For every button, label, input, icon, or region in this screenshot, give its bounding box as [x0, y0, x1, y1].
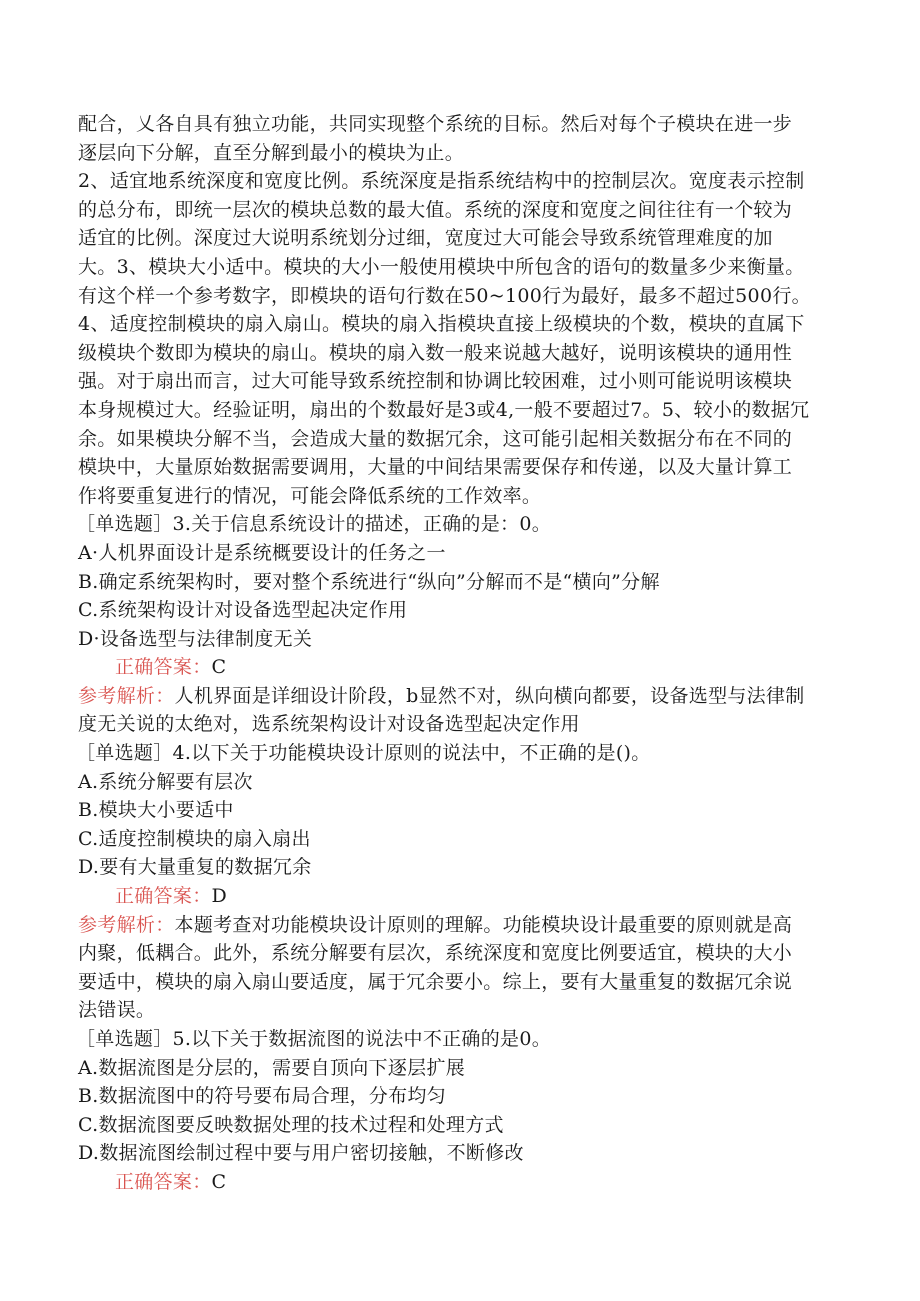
q4-analysis-line: 内聚，低耦合。此外，系统分解要有层次，系统深度和宽度比例要适宜，模块的大小	[78, 942, 793, 965]
intro-line: 适宜的比例。深度过大说明系统划分过细，宽度过大可能会导致系统管理难度的加	[78, 227, 773, 250]
q4-answer-value: D	[211, 885, 228, 908]
q3-option-c: C.系统架构设计对设备选型起决定作用	[78, 599, 408, 622]
q4-option-d: D.要有大量重复的数据冗余	[78, 856, 312, 879]
intro-line: 大。3、模块大小适中。模块的大小一般使用模块中所包含的语句的数量多少来衡量。	[78, 255, 805, 278]
q5-option-b: B.数据流图中的符号要布局合理，分布均匀	[78, 1085, 447, 1108]
intro-line: 4、适度控制模块的扇入扇山。模块的扇入指模块直接上级模块的个数，模块的直属下	[78, 313, 805, 336]
q3-option-b: B.确定系统架构时，要对整个系统进行“纵向”分解而不是“横向”分解	[78, 570, 660, 593]
q5-answer-value: C	[211, 1170, 227, 1193]
q4-option-b: B.模块大小要适中	[78, 799, 234, 822]
q5-answer	[78, 1168, 848, 1197]
q4-option-c: C.适度控制模块的扇入扇出	[78, 827, 311, 850]
intro-line: 有这个样一个参考数字，即模块的语句行数在50~100行为最好，最多不超过500行。	[78, 284, 811, 307]
q3-analysis-line: 度无关说的太绝对，选系统架构设计对设备选型起决定作用	[78, 713, 580, 736]
intro-line: 强。对于扇出而言，过大可能导致系统控制和协调比较困难，过小则可能说明该模块	[78, 370, 793, 393]
q4-analysis-text: 本题考查对功能模块设计原则的理解。功能模块设计最重要的原则就是高	[174, 913, 793, 936]
intro-line: 作将要重复进行的情况，可能会降低系统的工作效率。	[78, 484, 542, 507]
intro-line: 级模块个数即为模块的扇山。模块的扇入数一般来说越大越好，说明该模块的通用性	[78, 341, 793, 364]
intro-line: 逐层向下分解，直至分解到最小的模块为止。	[78, 141, 465, 164]
q4-analysis	[78, 911, 848, 940]
intro-line: 模块中，大量原始数据需要调用，大量的中间结果需要保存和传递，以及大量计算工	[78, 456, 793, 479]
q3-option-a: A·人机界面设计是系统概要设计的任务之一	[78, 541, 446, 564]
q3-answer-label: 正确答案：	[115, 656, 212, 679]
document-page	[78, 110, 848, 1197]
q3-analysis-text: 人机界面是详细设计阶段，b显然不对，纵向横向都要，设备选型与法律制	[174, 684, 805, 707]
q3-option-d: D·设备选型与法律制度无关	[78, 627, 313, 650]
q4-analysis-line: 要适中，模块的扇入扇山要适度，属于冗余要小。综上，要有大量重复的数据冗余说	[78, 970, 793, 993]
q3-analysis-label: 参考解析：	[78, 684, 175, 707]
q4-answer	[78, 882, 848, 911]
q3-answer	[78, 653, 848, 682]
q4-answer-label: 正确答案：	[115, 885, 212, 908]
intro-line: 余。如果模块分解不当，会造成大量的数据冗余，这可能引起相关数据分布在不同的	[78, 427, 793, 450]
q5-option-d: D.数据流图绘制过程中要与用户密切接触，不断修改	[78, 1142, 524, 1165]
intro-line: 本身规模过大。经验证明，扇出的个数最好是3或4,一般不要超过7。5、较小的数据冗	[78, 398, 810, 421]
q4-option-a: A.系统分解要有层次	[78, 770, 253, 793]
intro-line: 2、适宜地系统深度和宽度比例。系统深度是指系统结构中的控制层次。宽度表示控制	[78, 170, 805, 193]
q4-analysis-line: 法错误。	[78, 999, 156, 1022]
q4-analysis-label: 参考解析：	[78, 913, 175, 936]
q5-answer-label: 正确答案：	[115, 1170, 212, 1193]
question-5: ［单选题］5.以下关于数据流图的说法中不正确的是0。	[76, 1028, 552, 1050]
question-3: ［单选题］3.关于信息系统设计的描述，正确的是：0。	[76, 513, 552, 536]
q5-option-c: C.数据流图要反映数据处理的技术过程和处理方式	[78, 1113, 504, 1136]
q3-analysis	[78, 682, 848, 711]
intro-line: 配合，乂各自具有独立功能，共同实现整个系统的目标。然后对每个子模块在进一步	[78, 113, 793, 135]
intro-line: 的总分布，即统一层次的模块总数的最大值。系统的深度和宽度之间往往有一个较为	[78, 198, 793, 221]
q3-answer-value: C	[211, 656, 227, 679]
q5-option-a: A.数据流图是分层的，需要自顶向下逐层扩展	[78, 1056, 466, 1079]
question-4: ［单选题］4.以下关于功能模块设计原则的说法中，不正确的是()。	[76, 742, 651, 765]
